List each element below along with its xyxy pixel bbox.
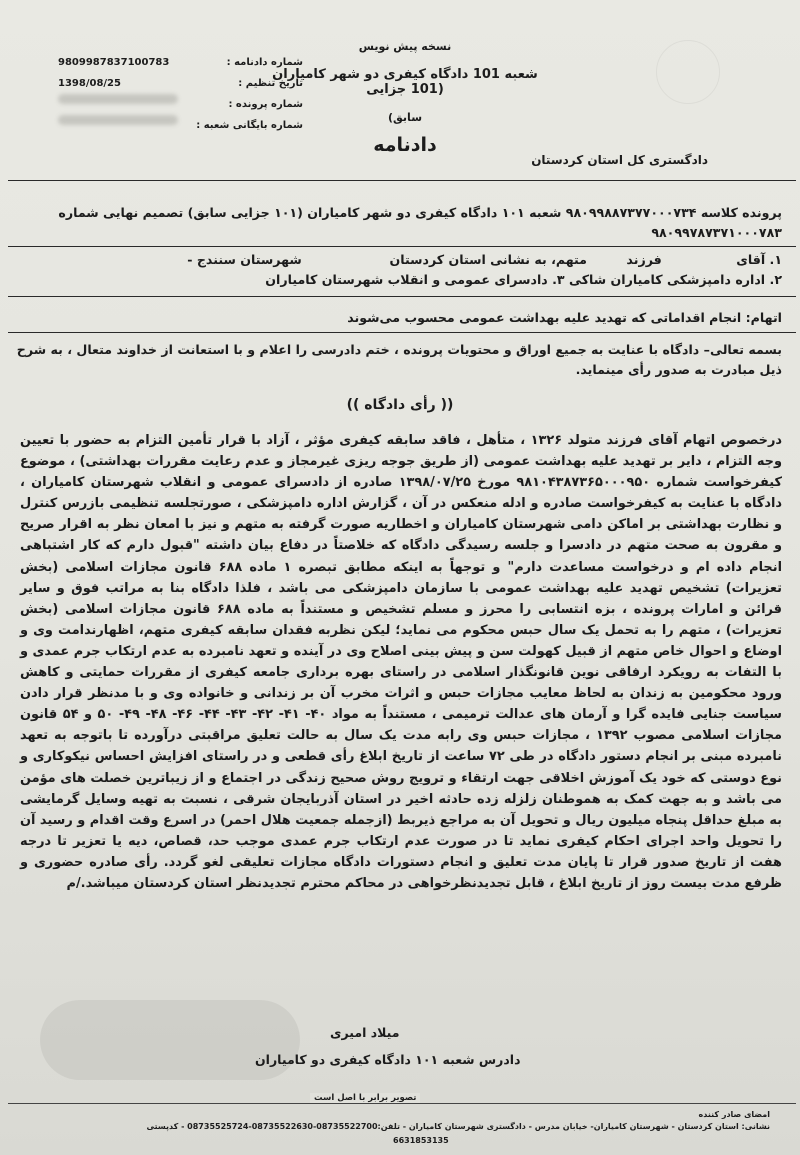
- field-label: شماره پرونده :: [228, 99, 303, 110]
- redacted-value: [58, 115, 178, 125]
- judge-name: میلاد امیری: [330, 1025, 400, 1040]
- accusation: اتهام: انجام اقداماتی که تهدید علیه بهداشت عمومی محسوب می‌شوند: [347, 310, 782, 325]
- copy-certification: تصویر برابر با اصل است: [310, 1093, 420, 1103]
- postal-code: 6631853135: [393, 1136, 449, 1145]
- emblem-mark: [656, 40, 720, 104]
- footer-divider: [8, 1103, 796, 1104]
- redacted-value: [58, 94, 178, 104]
- divider: [8, 180, 796, 181]
- party-2: ۲. اداره دامپزشکی کامیاران شاکی ۳. دادسرای عمومی و انقلاب شهرستان کامیاران: [265, 272, 782, 287]
- court-name-cont: سابق): [387, 111, 423, 124]
- stamp-mark: [40, 1000, 300, 1080]
- field-label: شماره بایگانی شعبه :: [196, 120, 303, 131]
- field-label: شماره دادنامه :: [226, 57, 303, 68]
- court-address: نشانی: استان کردستان - شهرستان کامیاران- خیابان مدرس - دادگستری شهرستان کامیاران - تلفن:08735522700-08735522630-08735525724 - کدپستی: [146, 1122, 770, 1131]
- field-label: تاریخ تنظیم :: [238, 78, 303, 89]
- judiciary-name: دادگستری کل استان کردستان: [531, 153, 708, 167]
- divider: [8, 332, 796, 333]
- field-value: 9809987837100783: [58, 57, 170, 68]
- case-line: پرونده کلاسه ۹۸۰۹۹۸۸۷۳۷۷۰۰۰۷۳۴ شعبه ۱۰۱ دادگاه کیفری دو شهر کامیاران (۱۰۱ جزایی سابق) تصمیم نهایی شماره ۹۸۰۹۹۷۸۷۳۷۱۰۰۰۷۸۳: [58, 205, 782, 240]
- header-center: [255, 40, 555, 156]
- divider: [8, 296, 796, 297]
- divider: [8, 246, 796, 247]
- intro-paragraph: بسمه تعالی– دادگاه با عنایت به جمیع اوراق و محتویات پرونده ، ختم دادرسی را اعلام و با استعانت از خداوند متعال ، به شرح ذیل مبادرت به صدور رأی مینماید.: [16, 342, 782, 377]
- verdict-body: درخصوص اتهام آقای فرزند متولد ۱۳۲۶ ، متأهل ، فاقد سابقه کیفری مؤثر ، آزاد با قرار تأمین التزام به حضور با تعیین وجه التزام ، دایر بر تهدید علیه بهداشت عمومی (از طریق جوجه ریزی غیرمجاز و عدم رعایت مقررات بهداشتی) ، موضوع کیفرخواست شماره ۹۸۱۰۴۳۸۷۳۶۵۰۰۰۹۵۰ مورخ ۱۳۹۸/۰۷/۲۵ صادره از دادسرای عمومی و انقلاب شهرستان کامیاران ، دادگاه با عنایت به کیفرخواست صادره و ادله منعکس در آن ، گزارش اداره دامپزشکی ، صورتجلسه تنظیمی بازرس کنترل و نظارت بهداشتی بر اماکن دامی شهرستان کامیاران و اخطاریه صورت گرفته به متهم و نیز با امعان نظر به اقرار صریح و مقرون به صحت متهم در دادسرا و جلسه رسیدگی دادگاه که خلاصتاً در دفاع بیان داشته "قبول دارم که کار اشتباهی انجام داده ام و درخواست مساعدت دارم" و توجهاً به اینکه مطابق تبصره ۱ ماده ۶۸۸ قانون مجازات اسلامی (بخش تعزیرات) تشخیص تهدید علیه بهداشت عمومی با سازمان دامپزشکی می باشد ، فلذا دادگاه بنا به مراتب فوق و سایر قرائن و امارات پرونده ، بزه انتسابی را محرز و مسلم تشخیص و مستنداً به ماده ۶۸۸ قانون مجازات اسلامی (بخش تعزیرات) ، متهم را به تحمل یک سال حبس محکوم می نماید؛ لیکن نظربه فقدان سابقه کیفری متهم، اظهارندامت وی و اوضاع و احوال خاص متهم از قبیل کهولت سن و پیش بینی اصلاح وی در آینده و تعهد نامبرده به عدم ارتکاب جرم عمدی و با التفات به رویکرد ارفاقی نوین قانونگذار اسلامی در راستای بهره برداری جامعه کیفری از مقررات حمایتی و کاهش ورود محکومین به زندان به لحاظ معایب مجازات حبس و اثرات مخرب آن بر زندانی و خانواده وی و با مدنظر قرار دادن سیاست جنایی فایده گرا و آرمان های عدالت ترمیمی ، مستنداً به مواد ۴۰- ۴۱- ۴۲- ۴۳- ۴۴- ۴۶- ۴۸- ۴۹- ۵۰ و ۵۴ قانون مجازات اسلامی مصوب ۱۳۹۲ ، مجازات حبس وی رابه مدت یک سال به حالت تعلیق مراقبتی درآورده تا باتوجه به تعهد نامبرده مبنی بر انجام دستور دادگاه در طی ۷۲ ساعت از تاریخ ابلاغ رأی قطعی و در راستای افزایش احساس نیکوکاری و نوع دوستی که خود یک آموزش اخلاقی جهت ارتقاء و ترویج روش صحیح زندگی در اجتماع و از زیباترین خصلت های مؤمن می باشد و به جهت کمک به هموطنان زلزله زده حادثه اخیر در استان آذربایجان شرقی ، نسبت به تهیه وسایل گرمایشی به مبلغ حداقل پنجاه میلیون ریال و تحویل آن به مراجع ذیربط (ازجمله جمعیت هلال احمر) در اسرع وقت اقدام و رسید آن را تحویل واحد اجرای احکام کیفری نماید تا در صورت عدم ارتکاب جرم عمدی موجب حد، قصاص، دیه یا تعزیر تا درجه هفت از تاریخ صدور قرار تا پایان مدت تعلیق و انجام دستورات دادگاه مجازات تعلیقی لغو گردد. رأی صادره حضوری و ظرفع مدت بیست روز از تاریخ ابلاغ ، قابل تجدیدنظرخواهی در محاکم محترم تجدیدنظر استان کردستان میباشد./م: [20, 433, 782, 891]
- draft-label: نسخه پیش نویس: [358, 40, 452, 53]
- court-name: شعبه 101 دادگاه کیفری دو شهر کامیاران (101 جزایی: [272, 67, 538, 97]
- document-title: دادنامه: [373, 134, 437, 156]
- judge-title: دادرس شعبه ۱۰۱ دادگاه کیفری دو کامیاران: [255, 1052, 521, 1067]
- party-1: ۱. آقای فرزند متهم، به نشانی استان کردستان شهرستان سنندج -: [187, 252, 782, 267]
- verdict-heading: (( رأی دادگاه )): [346, 397, 454, 413]
- issuer-label: امضای صادر کننده: [698, 1110, 770, 1119]
- field-value: 1398/08/25: [58, 78, 121, 89]
